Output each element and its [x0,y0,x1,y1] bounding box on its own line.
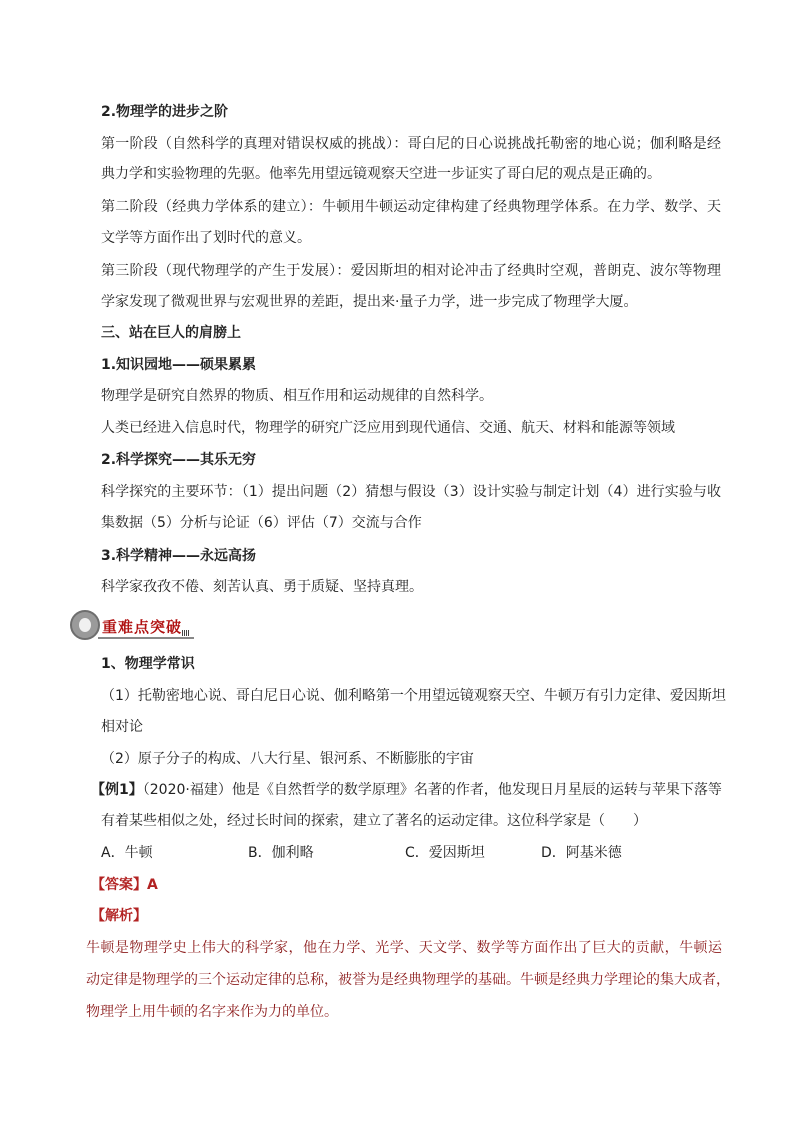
magnifier-circle-icon [70,610,100,640]
common-sense-item1-line1: （1）托勒密地心说、哥白尼日心说、伽利略第一个用望远镜观察天空、牛顿万有引力定律、爱因斯坦 [101,688,726,704]
analysis-label: 【解析】 [91,908,147,924]
stage2-line1: 第二阶段（经典力学体系的建立）：牛顿用牛顿运动定律构建了经典物理学体系。在力学、数学、天 [101,199,721,215]
analysis-line3: 物理学上用牛顿的名字来作为力的单位。 [86,1004,338,1020]
knowledge-line1: 物理学是研究自然界的物质、相互作用和运动规律的自然科学。 [101,388,493,404]
example-stem-line1: （2020·福建）他是《自然哲学的数学原理》名著的作者，他发现日月星辰的运转与苹果下落等 [142,782,722,798]
stage2-line2: 文学等方面作出了划时代的意义。 [101,230,311,246]
inquiry-line1: 科学探究的主要环节：（1）提出问题（2）猜想与假设（3）设计实验与制定计划（4）进行实验与收 [101,484,721,500]
stage1-line1: 第一阶段（自然科学的真理对错误权威的挑战）：哥白尼的日心说挑战托勒密的地心说；伽利略是经 [101,136,721,152]
common-sense-item1-line2: 相对论 [101,719,143,735]
banner-label: 重难点突破 [102,618,183,636]
section-heading-progress: 2.物理学的进步之阶 [101,104,229,120]
subheading-inquiry: 2.科学探究——其乐无穷 [101,452,257,468]
option-a: A．牛顿 [101,845,153,861]
option-c: C．爱因斯坦 [405,845,485,861]
example-tag: 【例1】 [91,782,143,798]
key-points-banner [70,610,196,644]
banner-underline [98,637,194,639]
spirit-line1: 科学家孜孜不倦、刻苦认真、勇于质疑、坚持真理。 [101,579,423,595]
breakthrough-heading: 1、物理学常识 [101,656,195,672]
inquiry-line2: 集数据（5）分析与论证（6）评估（7）交流与合作 [101,515,422,531]
example-line1 [91,780,722,800]
section-heading-giants: 三、站在巨人的肩膀上 [101,325,241,341]
stage3-line1: 第三阶段（现代物理学的产生于发展）：爱因斯坦的相对论冲击了经典时空观，普朗克、波尔等物理 [101,263,721,279]
common-sense-item2: （2）原子分子的构成、八大行星、银河系、不断膨胀的宇宙 [101,751,474,767]
example-stem-line2: 有着某些相似之处，经过长时间的探索，建立了著名的运动定律。这位科学家是（ ） [101,813,647,829]
stage1-line2: 典力学和实验物理的先驱。他率先用望远镜观察天空进一步证实了哥白尼的观点是正确的。 [101,166,661,182]
answer-label: 【答案】A [91,877,158,893]
option-d: D．阿基米德 [541,845,622,861]
analysis-line1: 牛顿是物理学史上伟大的科学家，他在力学、光学、天文学、数学等方面作出了巨大的贡献，牛顿运 [86,940,722,956]
option-b: B．伽利略 [248,845,314,861]
knowledge-line2: 人类已经进入信息时代，物理学的研究广泛应用到现代通信、交通、航天、材料和能源等领域 [101,420,675,436]
subheading-spirit: 3.科学精神——永远高扬 [101,548,257,564]
banner-tag-icon [182,630,190,636]
analysis-line2: 动定律是物理学的三个运动定律的总称，被誉为是经典物理学的基础。牛顿是经典力学理论的集大成者， [86,972,730,988]
subheading-knowledge: 1.知识园地——硕果累累 [101,357,257,373]
stage3-line2: 学家发现了微观世界与宏观世界的差距，提出来·量子力学，进一步完成了物理学大厦。 [101,294,638,310]
